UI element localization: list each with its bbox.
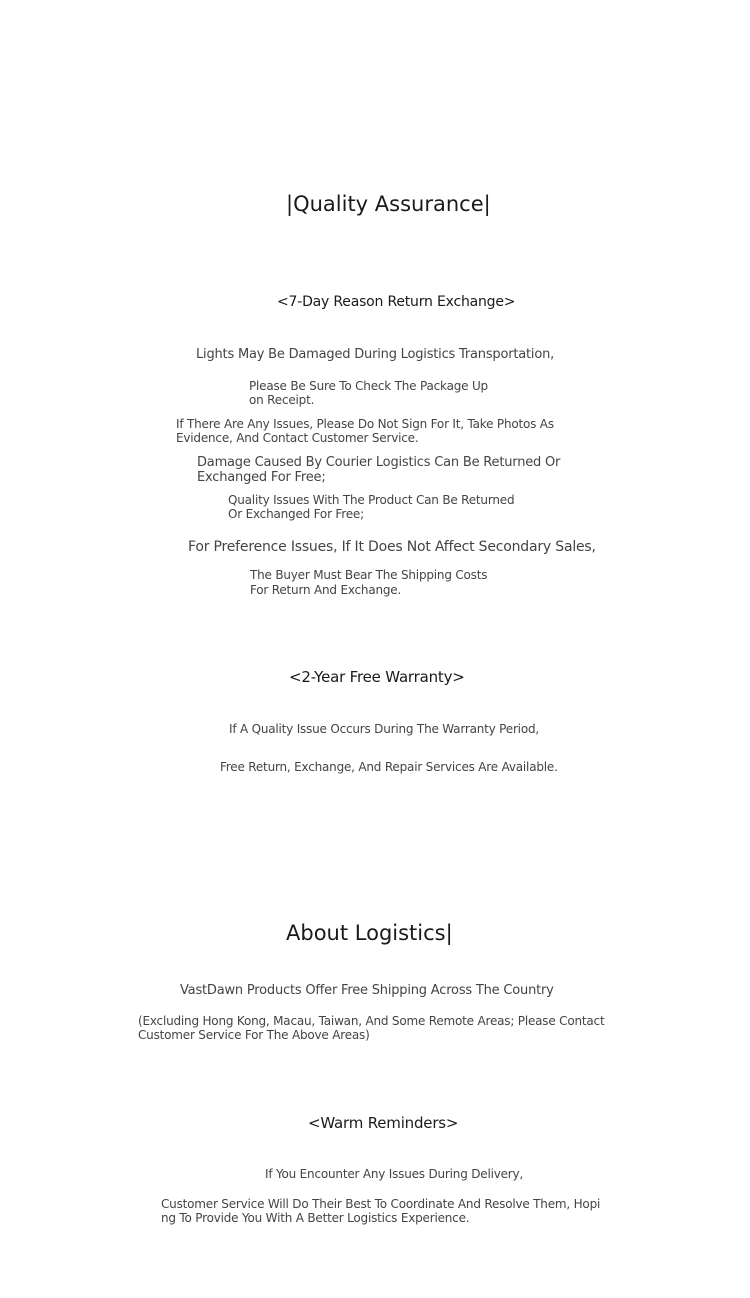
shipping-costs-line: The Buyer Must Bear The Shipping Costs For Return And Exchange. <box>250 568 488 597</box>
check-package-line: Please Be Sure To Check The Package Upon Receipt. <box>249 379 488 407</box>
warranty-period-line: If A Quality Issue Occurs During The Warranty Period, <box>229 722 539 736</box>
warranty-heading: <2-Year Free Warranty> <box>289 668 465 686</box>
warranty-services-line: Free Return, Exchange, And Repair Services Are Available. <box>220 760 558 774</box>
quality-assurance-title: |Quality Assurance| <box>286 192 491 216</box>
return-exchange-heading: <7-Day Reason Return Exchange> <box>277 294 516 310</box>
free-shipping-line: VastDawn Products Offer Free Shipping Across The Country <box>180 983 554 998</box>
about-logistics-title: About Logistics| <box>286 921 453 945</box>
excluded-areas-line: (Excluding Hong Kong, Macau, Taiwan, And Some Remote Areas; Please Contact Customer Service For The Above Areas) <box>138 1014 605 1042</box>
preference-issues-line: For Preference Issues, If It Does Not Affect Secondary Sales, <box>188 539 596 555</box>
warm-reminders-heading: <Warm Reminders> <box>308 1114 459 1132</box>
quality-issues-line: Quality Issues With The Product Can Be Returned Or Exchanged For Free; <box>228 493 515 521</box>
damage-notice-line: Lights May Be Damaged During Logistics Transportation, <box>196 347 555 362</box>
courier-damage-line: Damage Caused By Courier Logistics Can Be Returned Or Exchanged For Free; <box>197 455 561 485</box>
customer-service-line: Customer Service Will Do Their Best To Coordinate And Resolve Them, Hoping To Provide You With A Better Logistics Experience. <box>161 1197 601 1225</box>
delivery-issues-line: If You Encounter Any Issues During Delivery, <box>265 1167 524 1181</box>
issue-instructions-line: If There Are Any Issues, Please Do Not Sign For It, Take Photos As Evidence, And Contact Customer Service. <box>176 417 554 445</box>
